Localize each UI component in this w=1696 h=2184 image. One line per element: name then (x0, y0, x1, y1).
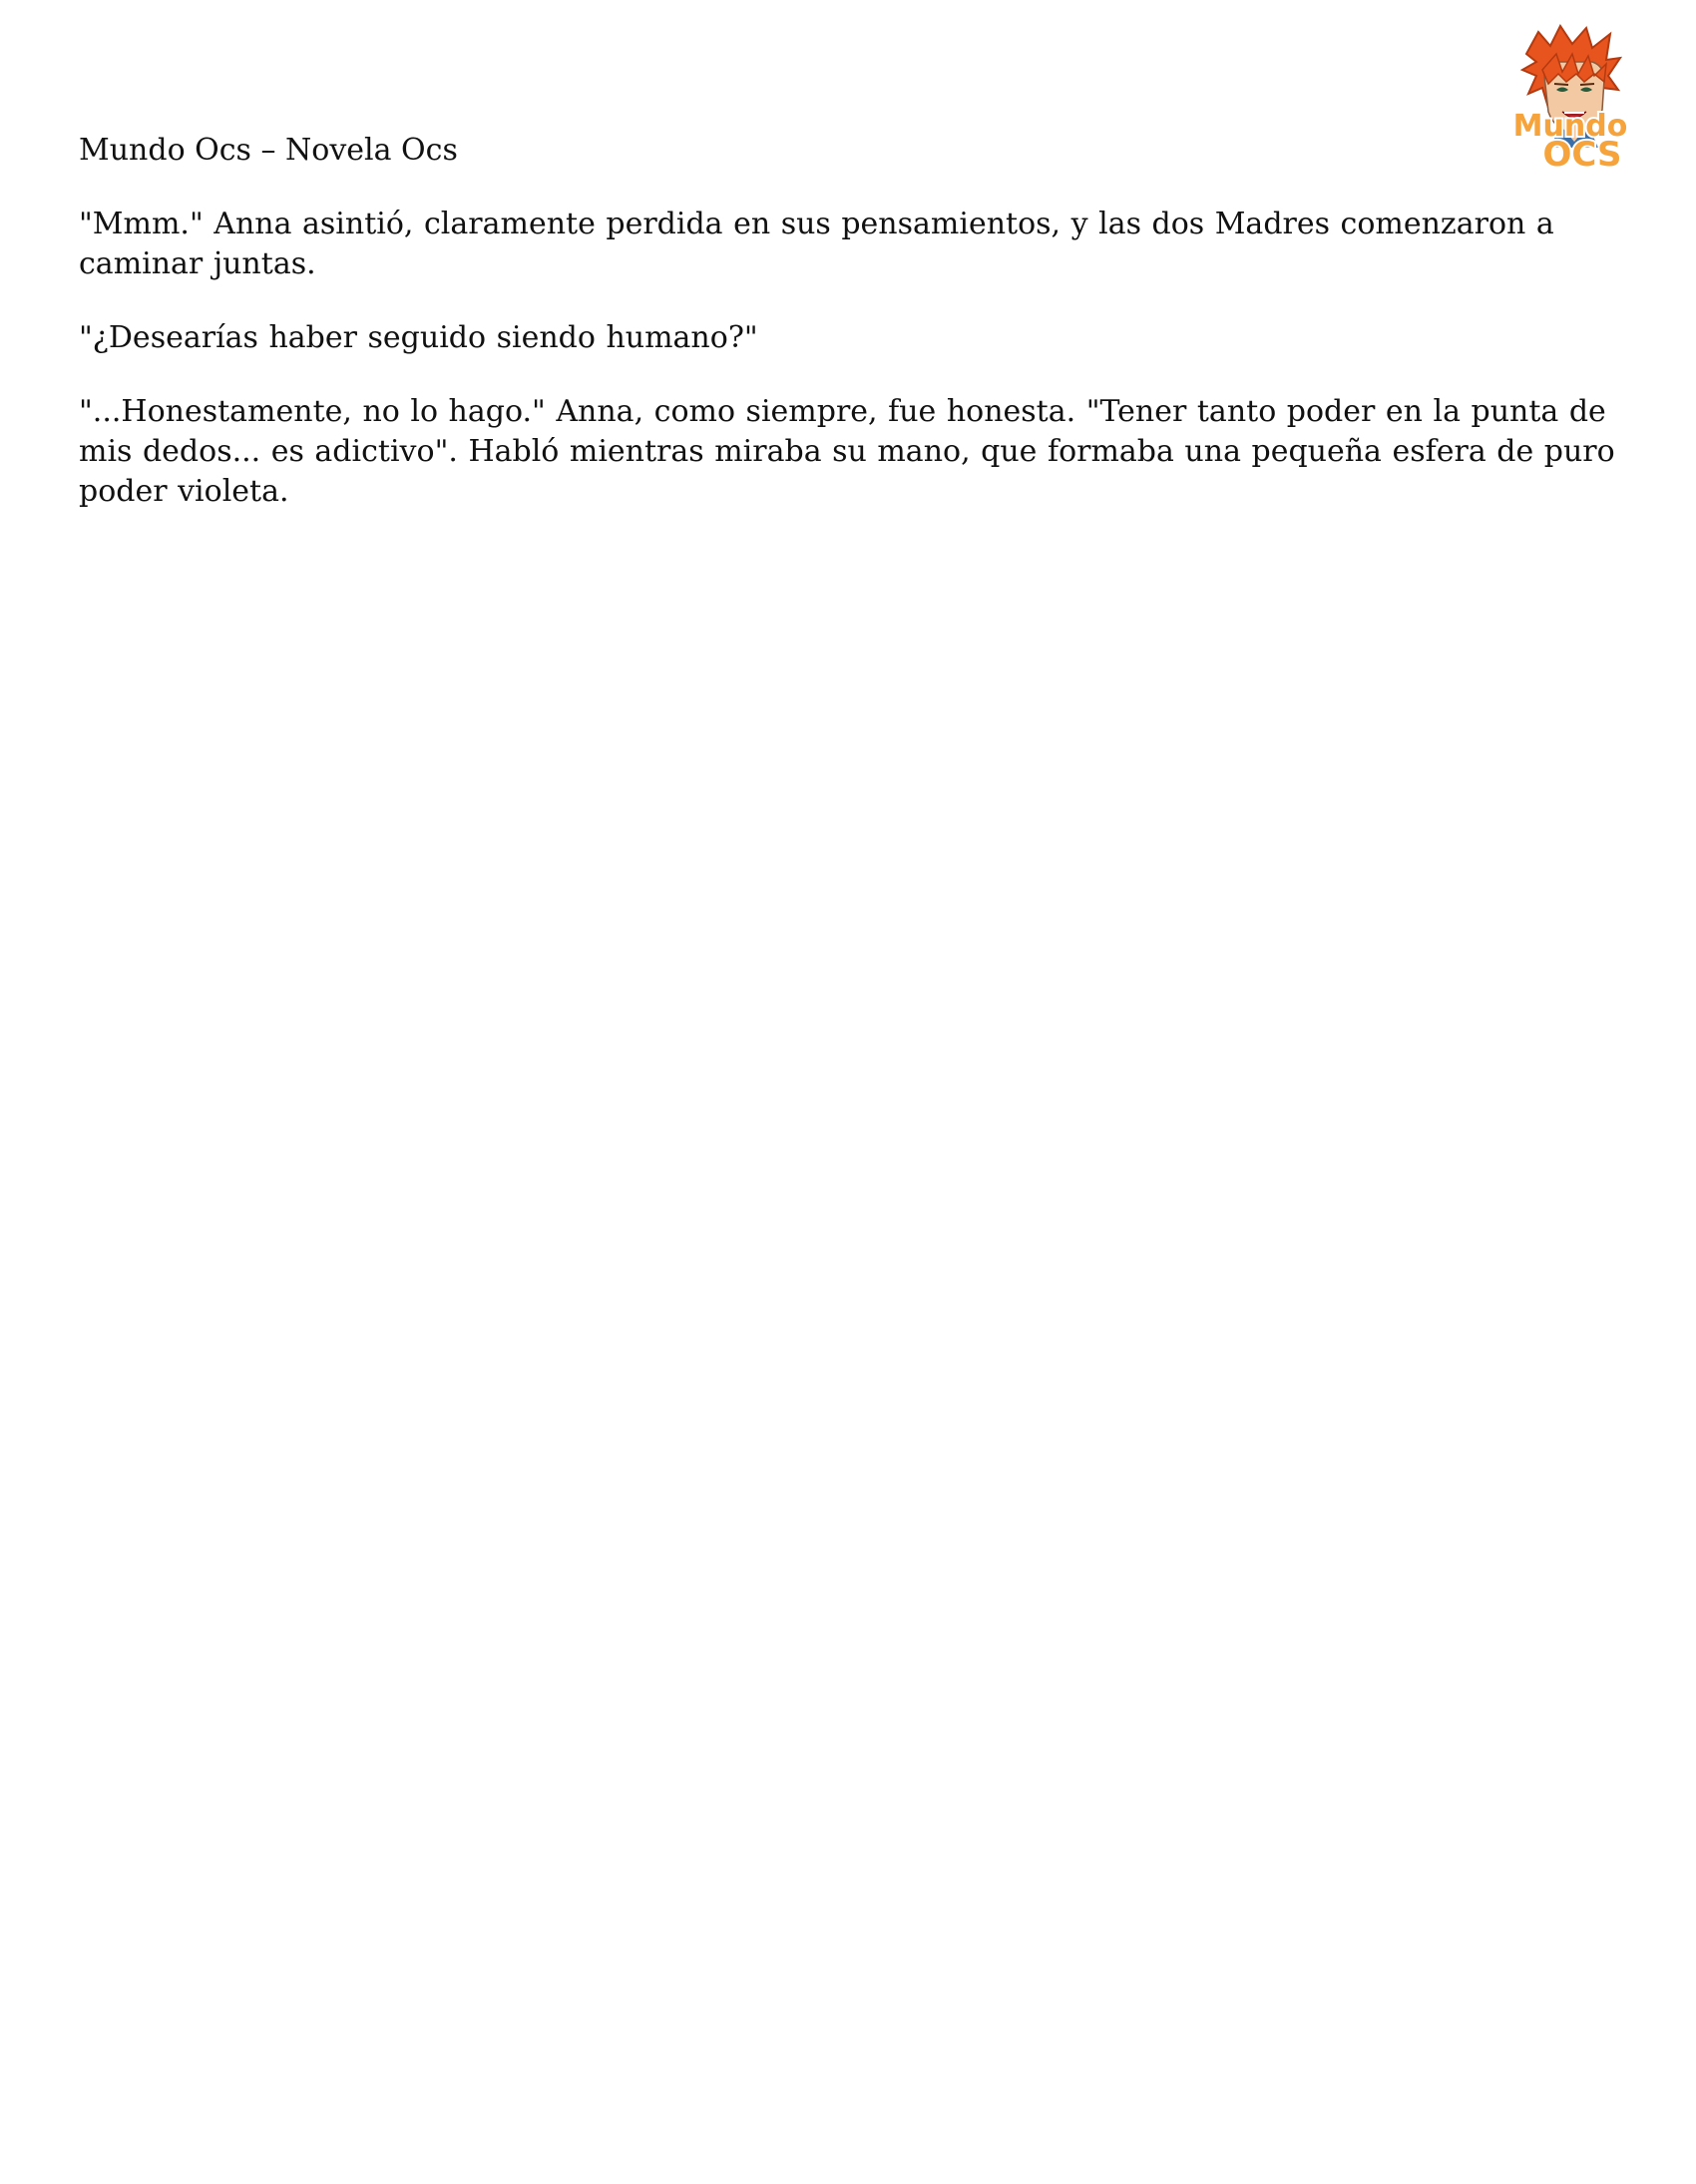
mundo-ocs-logo-icon (1498, 24, 1648, 174)
document-body (79, 205, 1645, 546)
paragraph: "¿Desearías haber seguido siendo humano?" (79, 320, 758, 355)
logo-text-mundo: Mundo (1512, 109, 1628, 144)
logo-text-ocs: OCS (1542, 135, 1622, 174)
paragraph: "Mmm." Anna asintió, claramente perdida en sus pensamientos, y las dos Madres comenzaron a caminar juntas. (79, 207, 1554, 281)
mundo-ocs-logo (1498, 24, 1648, 174)
page-header-title: Mundo Ocs – Novela Ocs (79, 133, 458, 168)
paragraph: "...Honestamente, no lo hago." Anna, como siempre, fue honesta. "Tener tanto poder en la punta de mis dedos... es adictivo". Habló mientras miraba su mano, que formaba una pequeña esfera de puro poder violeta. (79, 394, 1615, 509)
